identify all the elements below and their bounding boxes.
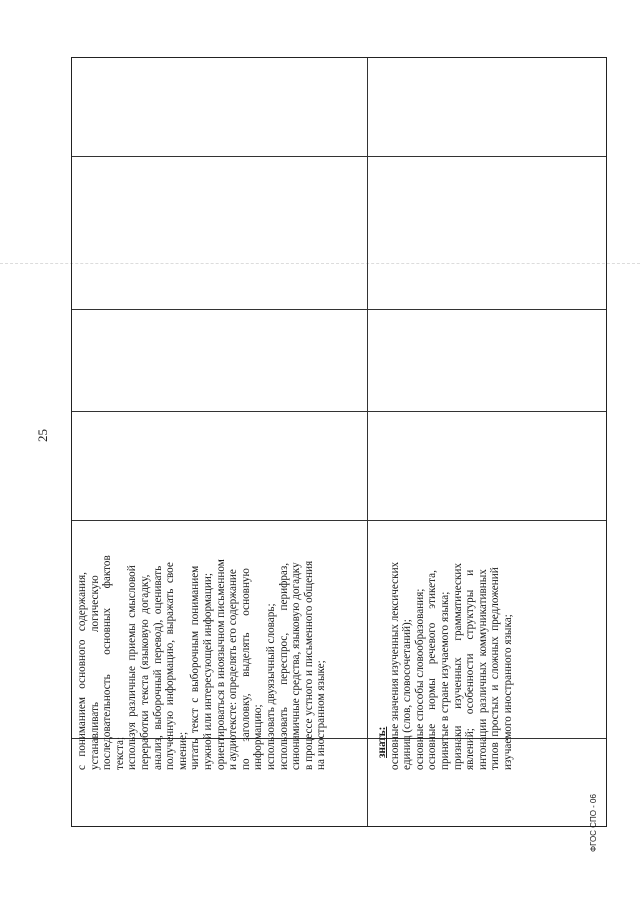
text-line: изучаемого иностранного языка; <box>501 614 514 770</box>
text-line: синонимичные средства, языковую догадку <box>290 562 303 770</box>
text-line: анализ, выборочный перевод), оценивать <box>151 565 164 770</box>
text-line: информацию; <box>252 704 265 770</box>
table-row-divider <box>72 309 606 310</box>
knowledge-list <box>389 532 515 770</box>
text-line: принятые в стране изучаемого языка; <box>438 591 451 770</box>
text-line: нужной или интересующей информации; <box>201 573 214 770</box>
text-line: устанавливать логическую <box>88 575 101 770</box>
table-column-divider <box>367 58 368 826</box>
page-number: 25 <box>35 429 50 442</box>
text-line: использовать двуязычный словарь; <box>264 603 277 770</box>
text-line: единиц (слов, словосочетаний); <box>401 619 414 770</box>
text-line: на иностранном языке; <box>315 660 328 770</box>
text-line: читать текст с выборочным пониманием <box>189 565 202 770</box>
knowledge-heading: знать: <box>376 726 388 758</box>
text-line: и аудиотексте: определять его содержание <box>227 569 240 770</box>
text-line: ориентироваться в иноязычном письменном <box>214 559 227 770</box>
document-footer: ФГОС СПО - 06 <box>589 794 598 852</box>
text-line: текста; <box>113 736 126 770</box>
text-line: типов простых и сложных предложений <box>489 567 502 770</box>
text-line: основные способы словообразования; <box>413 588 426 770</box>
text-line: основные нормы речевого этикета, <box>426 570 439 770</box>
text-line: интонации различных коммуникативных <box>476 569 489 770</box>
table-row-divider <box>72 520 606 521</box>
text-line: в процессе устного и письменного общения <box>302 560 315 770</box>
text-line: мнение; <box>176 731 189 770</box>
text-line: использовать переспрос, перифраз, <box>277 562 290 770</box>
text-line: последовательность основных фактов <box>101 555 114 770</box>
text-line: явлений; особенности структуры и <box>464 569 477 770</box>
competency-table <box>71 57 607 827</box>
text-line: признаки изученных грамматических <box>451 562 464 770</box>
text-line: с пониманием основного содержания, <box>76 572 88 770</box>
table-row-divider <box>72 156 606 157</box>
knowledge-cell <box>376 532 515 770</box>
skills-list <box>76 532 328 770</box>
table-row-divider <box>72 411 606 412</box>
skills-cell <box>76 532 328 770</box>
text-line: используя различные приемы смысловой <box>126 565 139 770</box>
text-line: полученную информацию, выражать свое <box>164 562 177 770</box>
text-line: основные значения изученных лексических <box>388 561 401 770</box>
text-line: переработки текста (языковую догадку, <box>138 574 151 770</box>
text-line: по заголовку, выделять основную <box>239 568 252 770</box>
